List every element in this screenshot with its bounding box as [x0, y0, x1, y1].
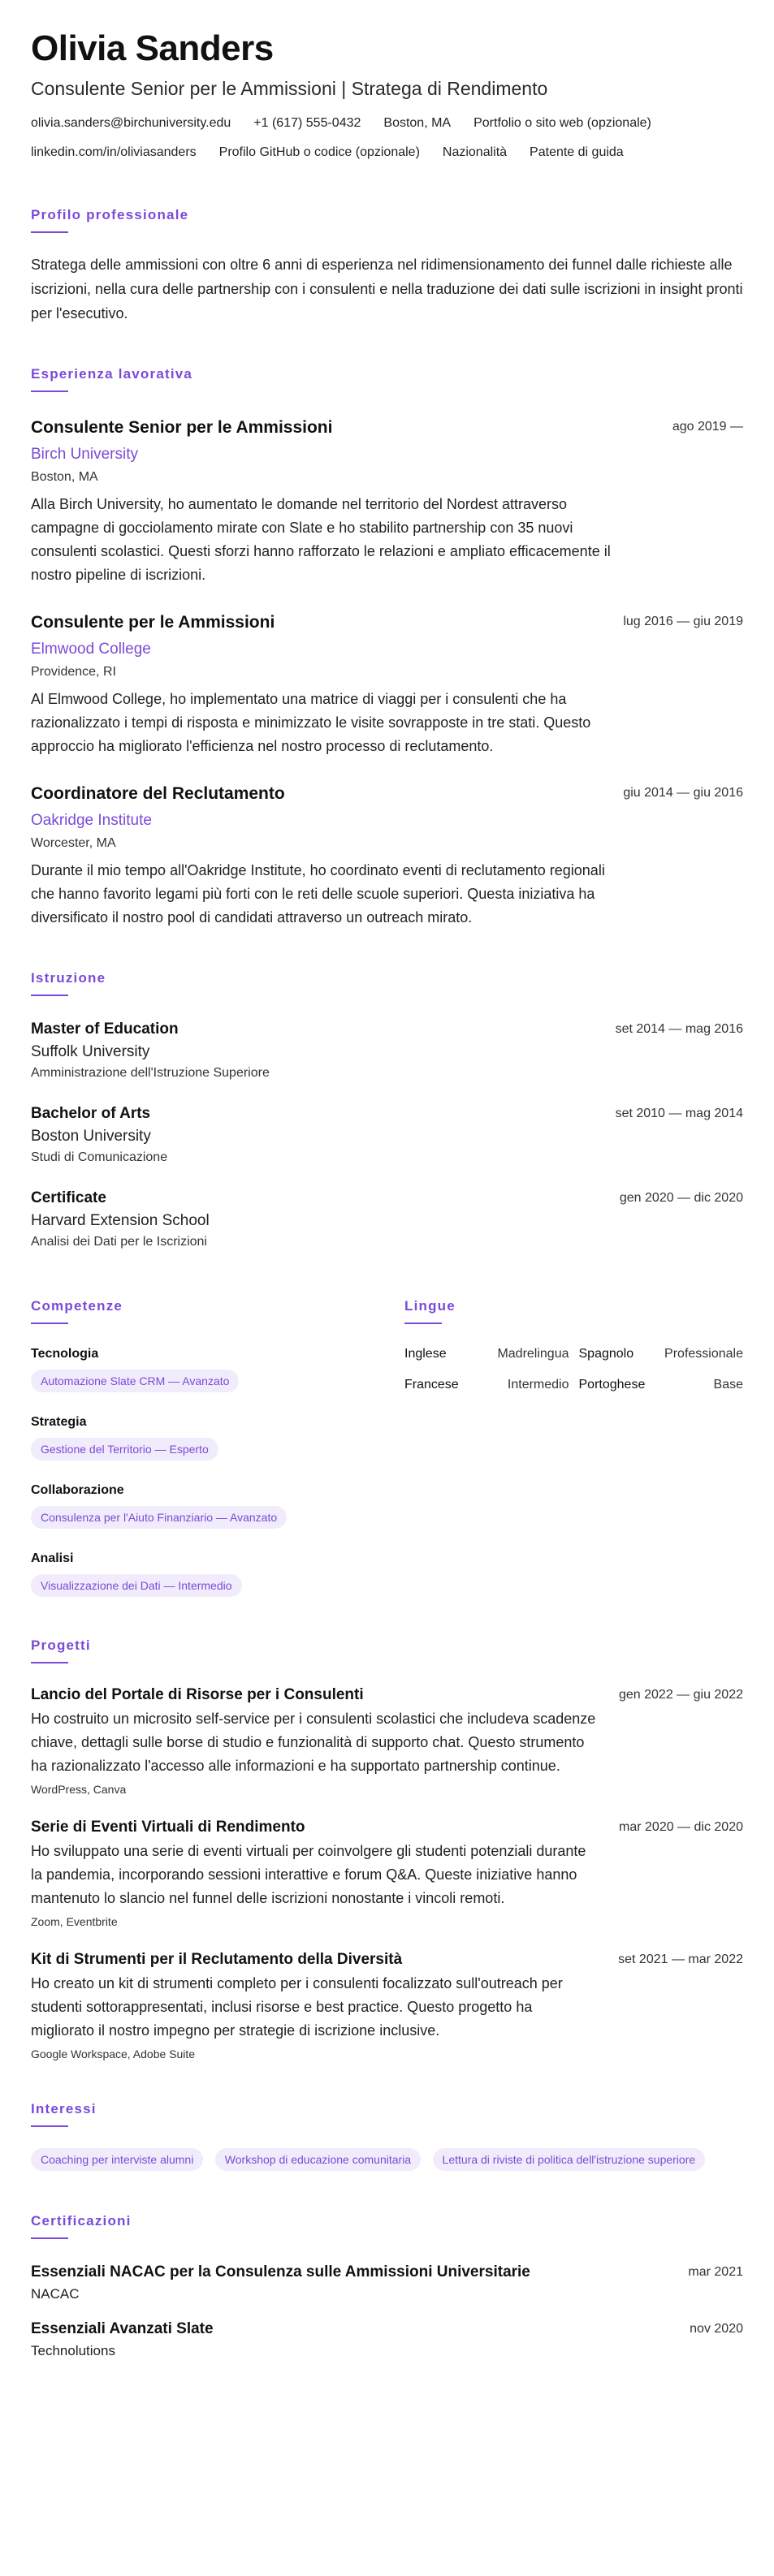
skill-group: [31, 1483, 404, 1529]
education-dates: gen 2020 — dic 2020: [619, 1191, 743, 1206]
project-description: Ho creato un kit di strumenti completo per i consulenti focalizzato sull'outreach per studenti sottorappresentati, inclusi risorse e best practice. Questo progetto ha migliorato il nostro impegno per strategie di iscrizione inclusive.: [31, 1975, 563, 2039]
project-item: [31, 1686, 743, 1796]
section-title: Esperienza lavorativa: [31, 366, 193, 382]
job-dates: lug 2016 — giu 2019: [623, 615, 743, 629]
education-section: [31, 970, 743, 1249]
skills-languages-row: [31, 1298, 743, 1597]
interest-pill: Coaching per interviste alumni: [31, 2148, 203, 2171]
school-name: Boston University: [31, 1128, 151, 1146]
job-location: Worcester, MA: [31, 836, 116, 851]
project-title: Lancio del Portale di Risorse per i Consulenti: [31, 1686, 364, 1704]
certification-issuer: NACAC: [31, 2286, 80, 2302]
project-description: Ho sviluppato una serie di eventi virtuali per coinvolgere gli studenti potenziali durante la pandemia, incorporando sessioni interattive e forum Q&A. Queste iniziative hanno mantenuto lo slancio nel funnel delle iscrizioni nonostante i vincoli remoti.: [31, 1843, 586, 1907]
summary-section: [31, 207, 743, 326]
contact-email[interactable]: olivia.sanders@birchuniversity.edu: [31, 116, 231, 131]
section-divider: [31, 2125, 68, 2127]
language-name: Inglese: [404, 1347, 447, 1361]
degree: Certificate: [31, 1189, 106, 1207]
school-name: Suffolk University: [31, 1043, 150, 1061]
degree: Bachelor of Arts: [31, 1105, 151, 1123]
project-description: Ho costruito un microsito self-service per i consulenti scolastici che includeva scadenze chiave, dettagli sulle borse di studio e funzionalità di supporto chat. Questo strumento ha razionalizzato l'accesso alle informazioni e ha supportato partnership continue.: [31, 1711, 596, 1775]
skill-pill: Automazione Slate CRM — Avanzato: [31, 1370, 239, 1392]
section-title: Competenze: [31, 1298, 123, 1314]
skill-category: Collaborazione: [31, 1483, 124, 1498]
education-item: [31, 1189, 743, 1249]
contact-nationality: Nazionalità: [442, 145, 508, 160]
education-dates: set 2014 — mag 2016: [615, 1022, 743, 1037]
field-of-study: Amministrazione dell'Istruzione Superiore: [31, 1066, 270, 1081]
project-item: [31, 1819, 743, 1928]
job-title: Consulente Senior per le Ammissioni: [31, 418, 333, 438]
language-item: [404, 1347, 569, 1361]
certification-name: Essenziali NACAC per la Consulenza sulle Ammissioni Universitarie: [31, 2263, 530, 2281]
experience-section: [31, 366, 743, 930]
section-title: Progetti: [31, 1638, 91, 1654]
section-title: Profilo professionale: [31, 207, 189, 223]
interest-list: [31, 2140, 743, 2171]
project-item: [31, 1951, 743, 2060]
contact-linkedin[interactable]: linkedin.com/in/oliviasanders: [31, 145, 197, 160]
summary-text: Stratega delle ammissioni con oltre 6 anni di esperienza nel ridimensionamento dei funnel dalle richieste alle iscrizioni, nella cura delle partnership con i consulenti e nella traduzione dei dati sulle iscrizioni in insight pronti per l'esecutivo.: [31, 257, 743, 322]
language-name: Francese: [404, 1378, 459, 1392]
project-dates: set 2021 — mar 2022: [618, 1952, 743, 1967]
company-name[interactable]: Elmwood College: [31, 641, 151, 658]
skill-group: [31, 1415, 404, 1461]
section-divider: [31, 995, 68, 996]
skill-group: [31, 1347, 404, 1392]
project-title: Serie di Eventi Virtuali di Rendimento: [31, 1819, 305, 1836]
project-tools: WordPress, Canva: [31, 1783, 127, 1797]
company-name[interactable]: Birch University: [31, 446, 138, 464]
skills-section: [31, 1298, 404, 1597]
certification-name: Essenziali Avanzati Slate: [31, 2320, 214, 2338]
language-item: [404, 1378, 569, 1392]
certification-item: [31, 2263, 743, 2302]
certification-issuer: Technolutions: [31, 2343, 115, 2359]
job-dates: giu 2014 — giu 2016: [623, 786, 743, 800]
contact-portfolio[interactable]: Portfolio o sito web (opzionale): [473, 116, 651, 131]
section-title: Istruzione: [31, 970, 106, 986]
contact-location: Boston, MA: [383, 116, 452, 131]
job-location: Providence, RI: [31, 665, 116, 680]
section-divider: [31, 231, 68, 233]
section-title: Certificazioni: [31, 2213, 132, 2229]
job-description: Al Elmwood College, ho implementato una matrice di viaggi per i consulenti che ha razionalizzato i tempi di risposta e minimizzato le visite sovrapposte in tre stati. Questo approccio ha migliorato l'efficienza nel nostro processo di reclutamento.: [31, 691, 591, 755]
languages-section: [404, 1298, 743, 1597]
job-description: Durante il mio tempo all'Oakridge Institute, ho coordinato eventi di reclutamento regionali che hanno favorito legami più forti con le reti delle scuole superiori. Questa iniziativa ha diversificato il nostro pool di candidati attraverso un outreach mirato.: [31, 862, 605, 926]
experience-item: [31, 418, 743, 587]
school-name: Harvard Extension School: [31, 1212, 210, 1230]
skill-group: [31, 1551, 404, 1597]
job-title: Consulente per le Ammissioni: [31, 613, 275, 632]
candidate-name: Olivia Sanders: [31, 28, 274, 68]
section-divider: [31, 1662, 68, 1663]
language-level: Professionale: [664, 1347, 743, 1361]
experience-item: [31, 784, 743, 930]
education-item: [31, 1105, 743, 1165]
language-level: Base: [713, 1378, 743, 1392]
skill-pill: Visualizzazione dei Dati — Intermedio: [31, 1574, 242, 1597]
language-name: Spagnolo: [578, 1347, 634, 1361]
headline: Consulente Senior per le Ammissioni | Stratega di Rendimento: [31, 78, 548, 100]
certification-date: mar 2021: [688, 2265, 743, 2280]
language-name: Portoghese: [578, 1378, 646, 1392]
contact-github[interactable]: Profilo GitHub o codice (opzionale): [218, 145, 420, 160]
contact-driving-license: Patente di guida: [530, 145, 624, 160]
projects-section: [31, 1638, 743, 2060]
skill-pill: Gestione del Territorio — Esperto: [31, 1438, 218, 1461]
certification-item: [31, 2320, 743, 2359]
section-divider: [31, 1323, 68, 1324]
skill-category: Strategia: [31, 1415, 87, 1430]
contact-phone[interactable]: +1 (617) 555-0432: [253, 116, 361, 131]
section-divider: [31, 2237, 68, 2239]
education-dates: set 2010 — mag 2014: [615, 1107, 743, 1121]
contact-list: [31, 116, 743, 160]
interests-section: [31, 2101, 743, 2171]
section-divider: [31, 390, 68, 392]
skill-pill: Consulenza per l'Aiuto Finanziario — Avanzato: [31, 1506, 287, 1529]
skill-category: Tecnologia: [31, 1347, 99, 1361]
interest-pill: Workshop di educazione comunitaria: [215, 2148, 421, 2171]
job-location: Boston, MA: [31, 470, 98, 485]
interest-pill: Lettura di riviste di politica dell'istruzione superiore: [433, 2148, 706, 2171]
degree: Master of Education: [31, 1020, 179, 1038]
language-level: Intermedio: [507, 1378, 569, 1392]
job-title: Coordinatore del Reclutamento: [31, 784, 285, 804]
education-item: [31, 1020, 743, 1081]
resume-header: [31, 29, 743, 160]
project-tools: Google Workspace, Adobe Suite: [31, 2047, 196, 2061]
certifications-section: [31, 2213, 743, 2359]
language-list: [404, 1347, 743, 1392]
project-dates: gen 2022 — giu 2022: [618, 1688, 743, 1702]
language-item: [579, 1378, 744, 1392]
section-title: Lingue: [404, 1298, 456, 1314]
language-item: [579, 1347, 744, 1361]
job-description: Alla Birch University, ho aumentato le domande nel territorio del Nordest attraverso campagne di gocciolamento mirate con Slate e ho stabilito partnership con 35 nuovi consulenti scolastici. Questi sforzi hanno rafforzato le relazioni e ampliato efficacemente il nostro pipeline di iscrizioni.: [31, 496, 611, 584]
project-dates: mar 2020 — dic 2020: [619, 1820, 743, 1835]
field-of-study: Studi di Comunicazione: [31, 1150, 168, 1165]
company-name[interactable]: Oakridge Institute: [31, 812, 152, 830]
language-level: Madrelingua: [497, 1347, 569, 1361]
project-tools: Zoom, Eventbrite: [31, 1915, 118, 1929]
experience-item: [31, 613, 743, 758]
section-title: Interessi: [31, 2101, 97, 2117]
project-title: Kit di Strumenti per il Reclutamento della Diversità: [31, 1951, 403, 1969]
section-divider: [404, 1323, 442, 1324]
field-of-study: Analisi dei Dati per le Iscrizioni: [31, 1235, 207, 1249]
job-dates: ago 2019 —: [672, 420, 743, 434]
skill-category: Analisi: [31, 1551, 74, 1566]
certification-date: nov 2020: [690, 2322, 743, 2337]
